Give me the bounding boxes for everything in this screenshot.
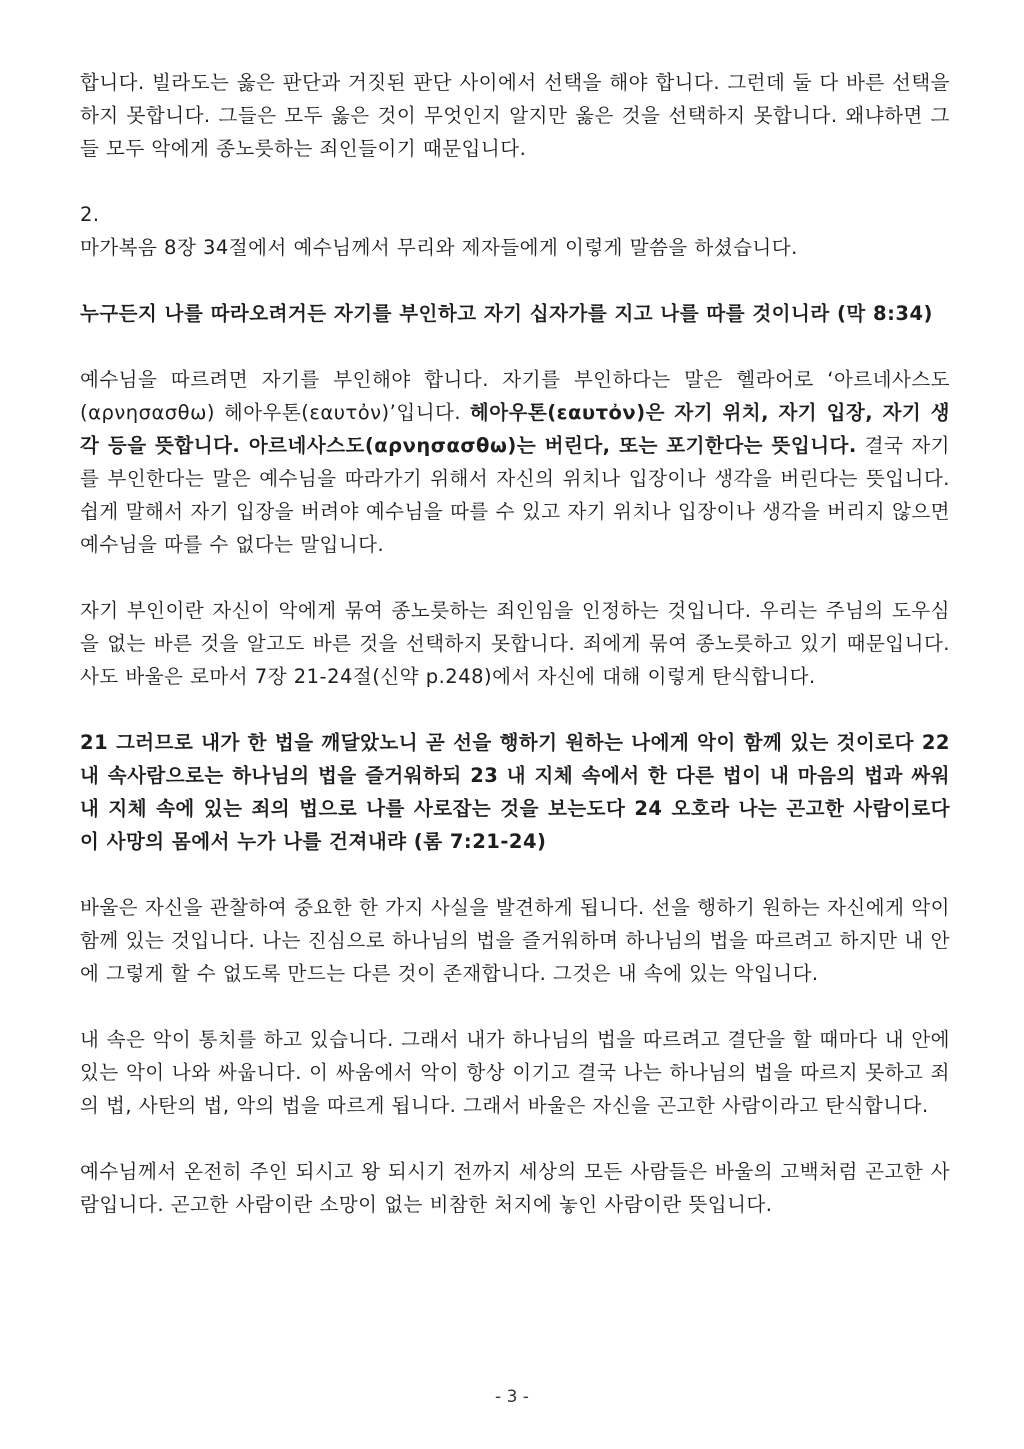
self-denial-plain-text: 예수님을 따르려면 자기를 부인해야 합니다. 자기를 부인하다는 말은 헬라어로 ‘아르네사스도(αρνησασθω) 헤아우톤(εαυτὀν)’입니다. <box>80 368 950 424</box>
self-denial-after-text: 결국 자기를 부인한다는 말은 예수님을 따라가기 위해서 자신의 위치나 입장이나 생각을 버린다는 뜻입니다. 쉽게 말해서 자기 입장을 버려야 예수님을 따를 수 있고 자기 위치나 입장이나 생각을 버리지 않으면 예수님을 따를 수 없다는 말입니다. <box>80 434 950 556</box>
paragraph-wretched-man: 예수님께서 온전히 주인 되시고 왕 되시기 전까지 세상의 모든 사람들은 바울의 고백처럼 곤고한 사람입니다. 곤고한 사람이란 소망이 없는 비참한 처지에 놓인 사람이란 뜻입니다. <box>80 1160 950 1216</box>
section-number: 2. <box>80 203 100 226</box>
page-number: - 3 - <box>495 1387 529 1407</box>
paragraph-paul-observation: 바울은 자신을 관찰하여 중요한 한 가지 사실을 발견하게 됩니다. 선을 행하기 원하는 자신에게 악이 함께 있는 것입니다. 나는 진심으로 하나님의 법을 즐거워하며 하나님의 법을 따르려고 하지만 내 안에 그렇게 할 수 없도록 만드는 다른 것이 존재합니다. 그것은 내 속에 있는 악입니다. <box>80 896 950 985</box>
paragraph-pilate-choice: 합니다. 빌라도는 옳은 판단과 거짓된 판단 사이에서 선택을 해야 합니다. 그런데 둘 다 바른 선택을 하지 못합니다. 그들은 모두 옳은 것이 무엇인지 알지만 옳은 것을 선택하지 못합니다. 왜냐하면 그들 모두 악에게 종노릇하는 죄인들이기 때문입니다. <box>80 71 950 160</box>
paragraph-sinner-admission: 자기 부인이란 자신이 악에게 묶여 종노릇하는 죄인임을 인정하는 것입니다. 우리는 주님의 도우심을 없는 바른 것을 알고도 바른 것을 선택하지 못합니다. 죄에게 묶여 종노릇하고 있기 때문입니다. 사도 바울은 로마서 7장 21-24절(신약 p.248)에서 자신에 대해 이렇게 탄식합니다. <box>80 599 950 688</box>
scripture-quote-romans: 21 그러므로 내가 한 법을 깨달았노니 곧 선을 행하기 원하는 나에게 악이 함께 있는 것이로다 22 내 속사람으로는 하나님의 법을 즐거워하되 23 내 지체 속에서 한 다른 법이 내 마음의 법과 싸워 내 지체 속에 있는 죄의 법으로 나를 사로잡는 것을 보는도다 24 오호라 나는 곤고한 사람이로다 이 사망의 몸에서 누가 나를 건져내랴 (롬 7:21-24) <box>80 731 950 853</box>
paragraph-mark-intro: 마가복음 8장 34절에서 예수님께서 무리와 제자들에게 이렇게 말씀을 하셨습니다. <box>80 236 798 259</box>
paragraph-self-denial <box>80 363 950 561</box>
scripture-quote-mark: 누구든지 나를 따라오려거든 자기를 부인하고 자기 십자가를 지고 나를 따를 것이니라 (막 8:34) <box>80 302 933 325</box>
self-denial-bold-text: 헤아우톤(εαυτὀν)은 자기 위치, 자기 입장, 자기 생각 등을 뜻합니다. 아르네사스도(αρνησασθω)는 버린다, 또는 포기한다는 뜻입니다. <box>80 401 950 457</box>
paragraph-evil-rules: 내 속은 악이 통치를 하고 있습니다. 그래서 내가 하나님의 법을 따르려고 결단을 할 때마다 내 안에 있는 악이 나와 싸웁니다. 이 싸움에서 악이 항상 이기고 결국 나는 하나님의 법을 따르지 못하고 죄의 법, 사탄의 법, 악의 법을 따르게 됩니다. 그래서 바울은 자신을 곤고한 사람이라고 탄식합니다. <box>80 1028 950 1117</box>
document-body <box>80 66 950 1221</box>
